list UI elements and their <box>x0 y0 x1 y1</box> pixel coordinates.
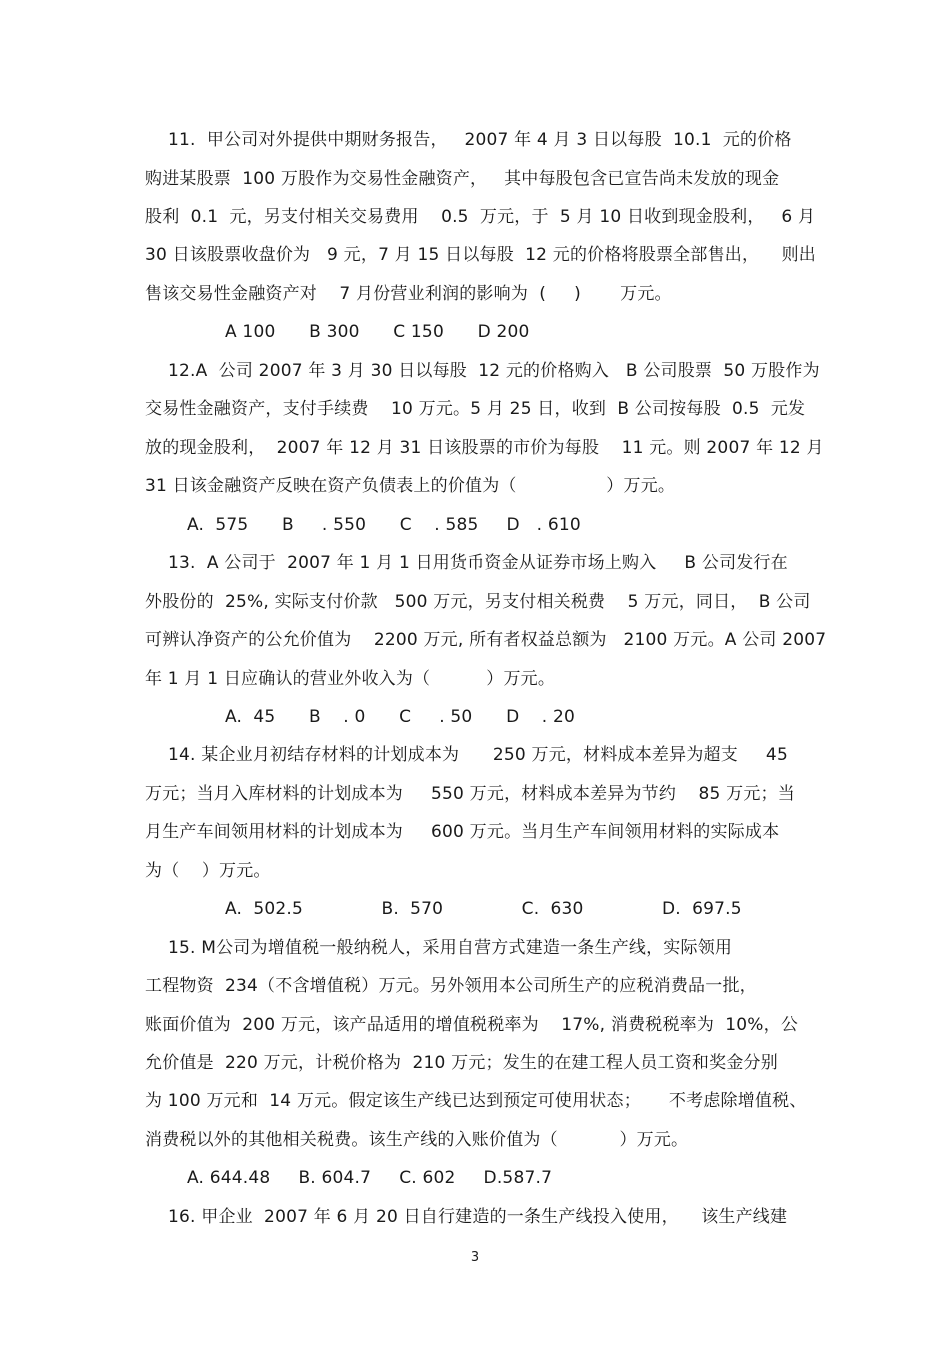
q12-line-3: 放的现金股利， 2007 年 12 月 31 日该股票的市价为每股 11 元。则 2007 年 12 月 <box>145 438 824 458</box>
q14-options: A. 502.5 B. 570 C. 630 D. 697.5 <box>225 899 742 919</box>
q15-line-5: 为 100 万元和 14 万元。假定该生产线已达到预定可使用状态； 不考虑除增值税、 <box>145 1091 807 1111</box>
q12-options: A. 575 B . 550 C . 585 D . 610 <box>187 515 581 535</box>
q13-options: A. 45 B . 0 C . 50 D . 20 <box>225 707 576 727</box>
q15-line-3: 账面价值为 200 万元，该产品适用的增值税税率为 17%, 消费税税率为 10%，公 <box>145 1015 799 1035</box>
q14-line-3: 月生产车间领用材料的计划成本为 600 万元。当月生产车间领用材料的实际成本 <box>145 822 780 842</box>
q12-line-2: 交易性金融资产，支付手续费 10 万元。5 月 25 日，收到 B 公司按每股 0.5 元发 <box>145 399 806 419</box>
q12-line-1: 12.A 公司 2007 年 3 月 30 日以每股 12 元的价格购入 B 公司股票 50 万股作为 <box>168 361 820 381</box>
q11-line-1: 11. 甲公司对外提供中期财务报告， 2007 年 4 月 3 日以每股 10.1 元的价格 <box>168 130 792 150</box>
q13-line-2: 外股份的 25%, 实际支付价款 500 万元，另支付相关税费 5 万元，同日， B 公司 <box>145 592 811 612</box>
q16-line-1: 16. 甲企业 2007 年 6 月 20 日自行建造的一条生产线投入使用， 该生产线建 <box>168 1207 788 1227</box>
q11-line-3: 股利 0.1 元，另支付相关交易费用 0.5 万元，于 5 月 10 日收到现金股利， 6 月 <box>145 207 816 227</box>
q13-line-1: 13. A 公司于 2007 年 1 月 1 日用货币资金从证券市场上购入 B 公司发行在 <box>168 553 788 573</box>
q15-line-4: 允价值是 220 万元，计税价格为 210 万元；发生的在建工程人员工资和奖金分别 <box>145 1053 778 1073</box>
q13-line-4: 年 1 月 1 日应确认的营业外收入为（ ）万元。 <box>145 669 556 689</box>
q14-line-4: 为（ ）万元。 <box>145 861 271 881</box>
q15-line-1: 15. M公司为增值税一般纳税人，采用自营方式建造一条生产线，实际领用 <box>168 938 733 958</box>
q11-line-4: 30 日该股票收盘价为 9 元，7 月 15 日以每股 12 元的价格将股票全部售出， 则出 <box>145 245 816 265</box>
q12-line-4: 31 日该金融资产反映在资产负债表上的价值为（ ）万元。 <box>145 476 676 496</box>
q14-line-1: 14. 某企业月初结存材料的计划成本为 250 万元，材料成本差异为超支 45 <box>168 745 788 765</box>
q15-line-2: 工程物资 234（不含增值税）万元。另外领用本公司所生产的应税消费品一批， <box>145 976 757 996</box>
q15-options: A. 644.48 B. 604.7 C. 602 D.587.7 <box>187 1168 553 1188</box>
q11-options: A 100 B 300 C 150 D 200 <box>225 322 530 342</box>
q15-line-6: 消费税以外的其他相关税费。该生产线的入账价值为（ ）万元。 <box>145 1130 689 1150</box>
q14-line-2: 万元；当月入库材料的计划成本为 550 万元，材料成本差异为节约 85 万元；当 <box>145 784 795 804</box>
page-number: 3 <box>470 1250 480 1265</box>
q11-line-5: 售该交易性金融资产对 7 月份营业利润的影响为 ( ) 万元。 <box>145 284 672 304</box>
q13-line-3: 可辨认净资产的公允价值为 2200 万元, 所有者权益总额为 2100 万元。A 公司 2007 <box>145 630 827 650</box>
q11-line-2: 购进某股票 100 万股作为交易性金融资产， 其中每股包含已宣告尚未发放的现金 <box>145 169 780 189</box>
